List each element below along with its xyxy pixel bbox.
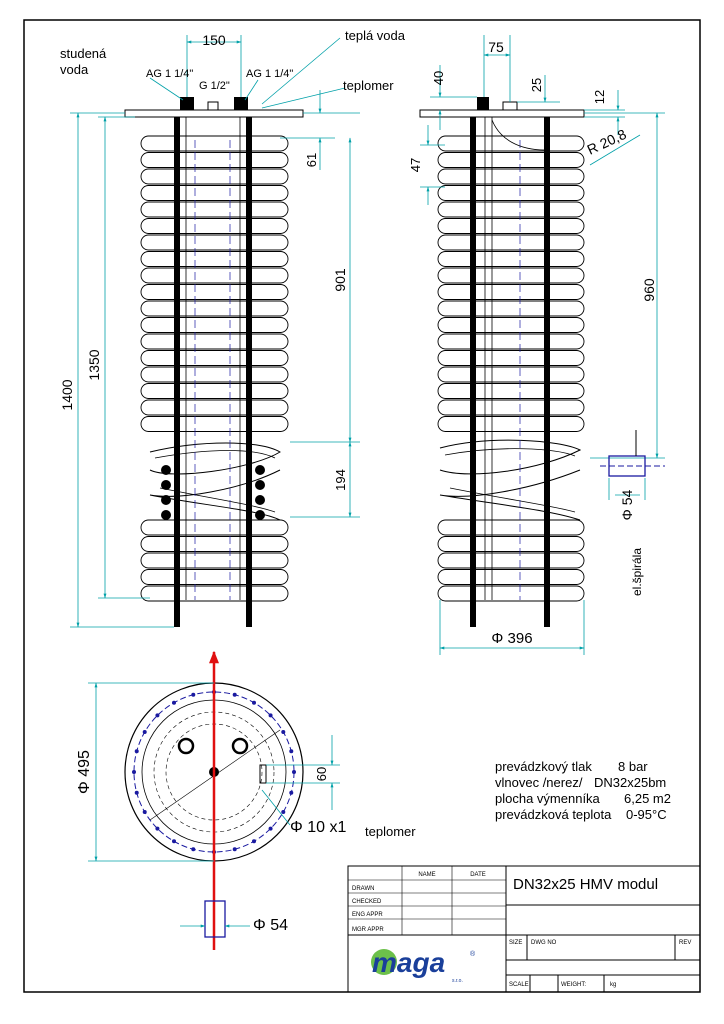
coil-turn: [438, 417, 584, 432]
coil-turn: [438, 301, 584, 316]
coil-turn: [438, 367, 584, 382]
spec-corrugated-value: DN32x25bm: [594, 775, 667, 790]
coil-turn: [438, 252, 584, 267]
coil-turn: [141, 202, 288, 217]
drawing-title: DN32x25 HMV modul: [513, 876, 659, 893]
coil-turn: [141, 537, 288, 552]
plan-dim-text: [76, 750, 416, 934]
bolt-hole: [191, 847, 195, 851]
label-thread-middle: G 1/2": [199, 80, 230, 92]
coil-turn: [141, 384, 288, 399]
bolt-hole: [155, 713, 159, 717]
coil-turn: [141, 252, 288, 267]
bolt-hole: [233, 693, 237, 697]
logo-text: maga: [372, 947, 446, 978]
plan-sensor-slot: [260, 765, 266, 783]
coil-turn: [141, 334, 288, 349]
spec-temperature-label: prevádzková teplota: [495, 807, 612, 822]
logo-registered: ®: [470, 951, 476, 958]
label-thermometer-bottom: teplomer: [365, 824, 416, 839]
coil-turn: [141, 285, 288, 300]
label-cold-water-2: voda: [60, 62, 89, 77]
coil-turn: [438, 235, 584, 250]
plan-view: [125, 652, 303, 950]
coil-turn: [141, 351, 288, 366]
coil-turn: [438, 586, 584, 601]
coil-turn: [438, 186, 584, 201]
coil-turn: [438, 553, 584, 568]
coil-turn: [438, 285, 584, 300]
size-label: SIZE: [509, 940, 523, 946]
dim-upper-coil: 901: [332, 268, 348, 292]
side-connector: [477, 97, 489, 110]
scale-label: SCALE: [509, 982, 529, 988]
bolt-hole: [135, 749, 139, 753]
dim-side-25: 25: [529, 77, 544, 93]
side-flange: [420, 110, 584, 117]
spec-pressure-label: prevádzkový tlak: [495, 759, 592, 774]
bolt-hole: [143, 730, 147, 734]
coil-turn: [141, 586, 288, 601]
label-thermometer-top: teplomer: [343, 78, 394, 93]
coil-turn: [438, 570, 584, 585]
plan-port-right: [233, 739, 247, 753]
spec-temperature-value: 0-95°C: [626, 807, 667, 822]
weight-unit: kg: [610, 982, 617, 988]
coil-turn: [438, 169, 584, 184]
coil-turn: [141, 268, 288, 283]
spec-pressure-value: 8 bar: [618, 759, 648, 774]
coil-turn: [438, 400, 584, 415]
dim-front-spacing: 150: [202, 32, 226, 48]
front-coils: [141, 136, 288, 601]
coil-turn: [141, 367, 288, 382]
coil-turn: [141, 153, 288, 168]
spec-list: [495, 759, 671, 822]
coil-turn: [141, 520, 288, 535]
coil-turn: [141, 417, 288, 432]
side-sensor: [503, 102, 517, 110]
dim-top-offset: 61: [304, 152, 319, 168]
dim-coil-height: 1350: [86, 349, 102, 381]
col-name: NAME: [418, 872, 436, 878]
bolt-hole: [132, 770, 136, 774]
bolt-hole: [289, 749, 293, 753]
coil-turn: [438, 537, 584, 552]
side-view: [420, 97, 584, 627]
coil-turn: [438, 351, 584, 366]
dim-spiral-section: 194: [333, 469, 348, 491]
coil-turn: [141, 219, 288, 234]
dim-side-12: 12: [592, 89, 607, 105]
dim-side-47: 47: [408, 157, 423, 173]
coil-turn: [438, 136, 584, 151]
dim-side-40: 40: [431, 70, 446, 86]
spec-corrugated-label: vlnovec /nerez/: [495, 775, 583, 790]
front-view: [125, 97, 303, 627]
front-pipe-right: [246, 117, 252, 627]
bolt-hole: [172, 701, 176, 705]
dwg-no-label: DWG NO: [531, 940, 557, 946]
bolt-hole: [289, 791, 293, 795]
dim-plan-60: 60: [314, 766, 329, 782]
bolt-hole: [281, 810, 285, 814]
bolt-hole: [269, 827, 273, 831]
front-flange: [125, 110, 303, 117]
label-thread-right: AG 1 1/4": [246, 68, 294, 80]
label-cold-water-1: studená: [60, 46, 107, 61]
bolt-hole: [135, 791, 139, 795]
bolt-hole: [143, 810, 147, 814]
front-connector-middle: [208, 102, 218, 110]
bolt-hole: [292, 770, 296, 774]
bolt-hole: [172, 839, 176, 843]
coil-turn: [438, 334, 584, 349]
dim-bottom-element-diameter: Φ 54: [253, 917, 289, 934]
coil-turn: [141, 318, 288, 333]
bolt-hole: [191, 693, 195, 697]
drawing-frame: [24, 20, 700, 992]
row-eng-appr: ENG APPR: [352, 912, 383, 918]
coil-turn: [141, 235, 288, 250]
label-hot-water: teplá voda: [345, 28, 405, 43]
coil-turn: [141, 400, 288, 415]
dim-side-height: 960: [641, 278, 657, 302]
side-pipe-left: [470, 117, 476, 627]
side-element: [600, 430, 665, 476]
coil-turn: [438, 153, 584, 168]
dim-total-height: 1400: [59, 379, 75, 411]
dim-element-diameter: Φ 54: [619, 489, 635, 521]
logo-sub: s.r.o.: [452, 978, 463, 984]
front-pipe-left: [174, 117, 180, 627]
bolt-hole: [233, 847, 237, 851]
label-electric-spiral: el.špirála: [630, 547, 644, 597]
bolt-hole: [252, 701, 256, 705]
coil-turn: [438, 318, 584, 333]
label-thread-left: AG 1 1/4": [146, 68, 194, 80]
rev-label: REV: [679, 940, 692, 946]
maga-logo: [371, 947, 476, 984]
coil-turn: [141, 553, 288, 568]
coil-turn: [141, 169, 288, 184]
coil-turn: [438, 384, 584, 399]
plan-port-left: [179, 739, 193, 753]
side-spiral-2: [445, 449, 575, 512]
bolt-hole: [281, 730, 285, 734]
row-mgr-appr: MGR APPR: [352, 927, 384, 933]
coil-turn: [438, 520, 584, 535]
coil-turn: [438, 219, 584, 234]
coil-turn: [438, 268, 584, 283]
coil-turn: [438, 202, 584, 217]
side-coils: [438, 136, 584, 601]
row-drawn: DRAWN: [352, 886, 375, 892]
weight-label: WEIGHT:: [561, 982, 586, 988]
dim-coil-diameter: Φ 396: [491, 630, 533, 647]
spec-area-value: 6,25 m2: [624, 791, 671, 806]
dim-flange-diameter: Φ 495: [76, 750, 93, 794]
coil-turn: [141, 301, 288, 316]
dim-side-pipe-spacing: 75: [488, 39, 504, 55]
row-checked: CHECKED: [352, 899, 382, 905]
side-pipe-right: [544, 117, 550, 627]
coil-turn: [141, 136, 288, 151]
dim-bend-radius: R 20,8: [584, 125, 629, 158]
dim-sensor-bore: Φ 10 x1: [290, 819, 347, 836]
bolt-hole: [269, 713, 273, 717]
coil-turn: [141, 570, 288, 585]
spec-area-label: plocha výmenníka: [495, 791, 600, 806]
bolt-hole: [155, 827, 159, 831]
bolt-hole: [252, 839, 256, 843]
coil-turn: [141, 186, 288, 201]
col-date: DATE: [470, 872, 486, 878]
